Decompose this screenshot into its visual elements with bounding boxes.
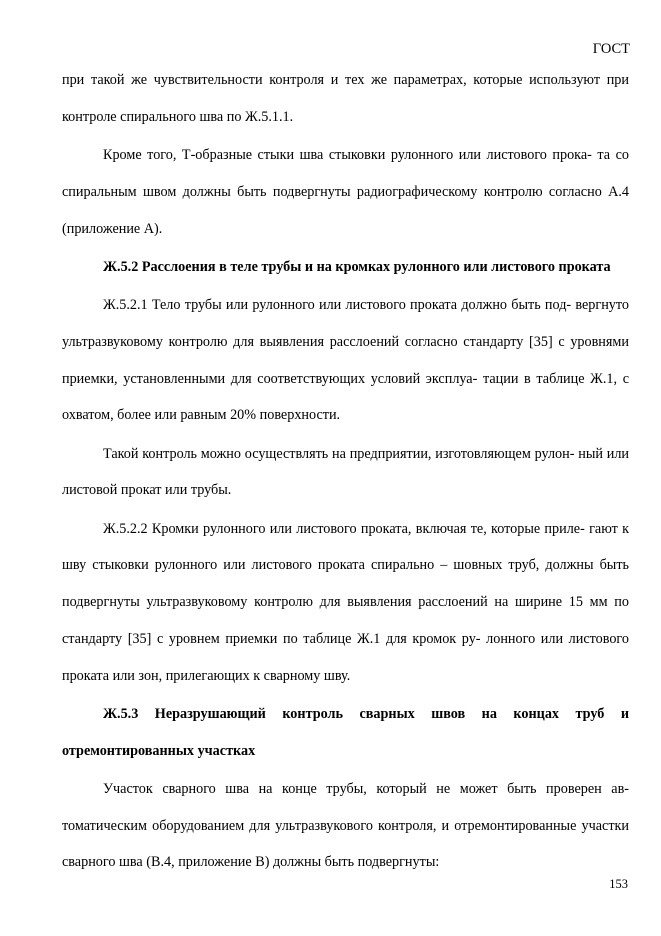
paragraph: при такой же чувствительности контроля и тех же параметрах, которые используют при контроле спирального шва по Ж.5.1.1. <box>62 72 629 125</box>
page-number: 153 <box>609 877 628 891</box>
paragraph: Ж.5.2.2 Кромки рулонного или листового проката, включая те, которые приле- гают к шву стыковки рулонного или листового проката спирально – шовных труб, должны быть подвергнуты ультразвуковому контролю для выявления расслоений на ширине 15 мм по стандарту [35] с уровнем приемки по таблице Ж.1 для кромок ру- лонного или листового проката или зон, прилегающих к сварному шву. <box>62 520 629 684</box>
section-heading: Ж.5.3 Неразрушающий контроль сварных швов на концах труб и отремонтированных участках <box>62 705 629 759</box>
paragraph: Такой контроль можно осуществлять на предприятии, изготовляющем рулон- ный или листовой прокат или трубы. <box>62 445 629 499</box>
paragraph: Участок сварного шва на конце трубы, который не может быть проверен ав- томатическим оборудованием для ультразвукового контроля, и отремонтированные участки сварного шва (В.4, приложение В) должны быть подвергнуты: <box>62 780 629 871</box>
paragraph: Ж.5.2.1 Тело трубы или рулонного или листового проката должно быть под- вергнуто ультразвуковому контролю для выявления расслоений согласно стандарту [35] с уровнями приемки, установленными для соответствующих условий эксплуа- тации в таблице Ж.1, с охватом, более или равным 20% поверхности. <box>62 296 629 424</box>
paragraph: Кроме того, Т-образные стыки шва стыковки рулонного или листового прока- та со спиральным швом должны быть подвергнуты радиографическому контролю согласно А.4 (приложение А). <box>62 146 629 237</box>
page-header-standard-label: ГОСТ <box>592 41 630 57</box>
section-heading: Ж.5.2 Расслоения в теле трубы и на кромках рулонного или листового проката <box>103 258 611 275</box>
document-body <box>62 62 629 883</box>
